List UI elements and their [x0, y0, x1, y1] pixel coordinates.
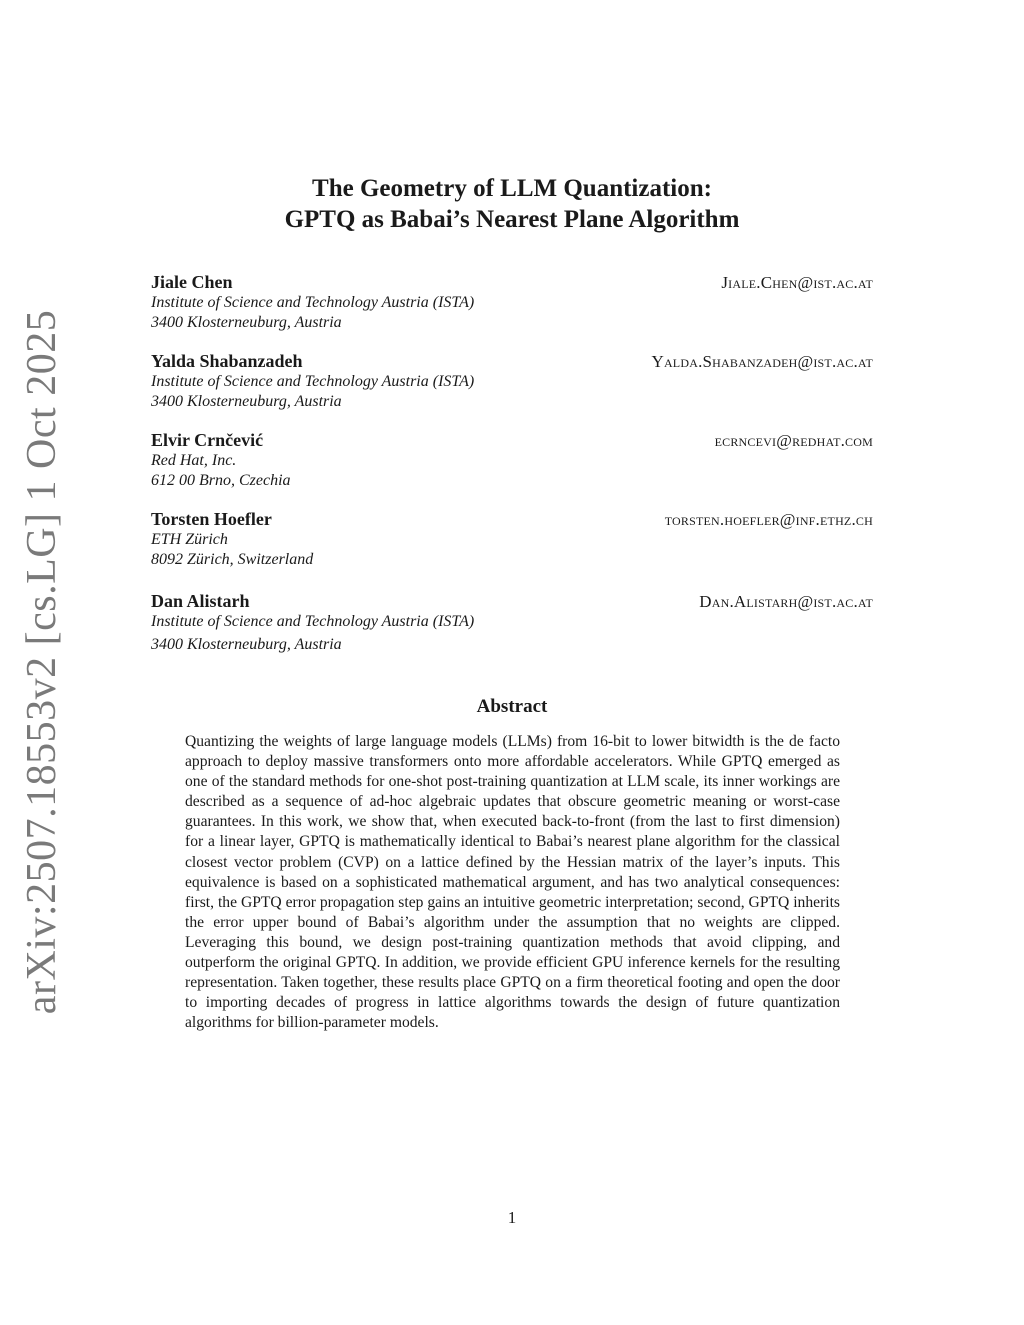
author-name: Elvir Crnčević	[151, 430, 264, 450]
author-affiliation: ETH Zürich	[151, 531, 228, 548]
author-email[interactable]: Dan.Alistarh@ist.ac.at	[699, 592, 873, 611]
author-email[interactable]: torsten.hoefler@inf.ethz.ch	[664, 510, 873, 529]
author-block	[151, 350, 873, 412]
paper-title-line-2: GPTQ as Babai’s Nearest Plane Algorithm	[284, 206, 740, 233]
paper-title	[0, 173, 1024, 235]
author-block	[151, 271, 873, 333]
author-block	[151, 508, 873, 570]
author-name: Dan Alistarh	[151, 591, 250, 611]
abstract-heading: Abstract	[476, 696, 548, 717]
paper-title-line-1: The Geometry of LLM Quantization:	[312, 175, 712, 202]
arxiv-identifier-stamp: arXiv:2507.18553v2 [cs.LG] 1 Oct 2025	[19, 309, 65, 1015]
author-name: Yalda Shabanzadeh	[151, 351, 303, 371]
author-affiliation: Institute of Science and Technology Austria (ISTA)	[151, 294, 475, 311]
author-affiliation: Red Hat, Inc.	[151, 452, 237, 469]
author-name: Torsten Hoefler	[151, 509, 272, 529]
author-address: 612 00 Brno, Czechia	[151, 472, 291, 489]
author-address: 3400 Klosterneuburg, Austria	[151, 636, 342, 653]
author-affiliation: Institute of Science and Technology Austria (ISTA)	[151, 373, 475, 390]
abstract-text: Quantizing the weights of large language models (LLMs) from 16-bit to lower bitwidth is the de facto approach to deploy massive transformers onto more affordable accelerators. While GPTQ emerged as one of the standard methods for one-shot post-training quantization at LLM scale, its inner workings are described as a sequence of ad-hoc algebraic updates that obscure geometric meaning or worst-case guarantees. In this work, we show that, when executed back-to-front (from the last to first dimension) for a linear layer, GPTQ is mathematically identical to Babai’s nearest plane algorithm for the classical closest vector problem (CVP) on a lattice defined by the Hessian matrix of the layer’s inputs. This equivalence is based on a sophisticated mathematical argument, and has two analytical consequences: first, the GPTQ error propagation step gains an intuitive geometric interpretation; second, GPTQ inherits the error upper bound of Babai’s algorithm under the assumption that no weights are clipped. Leveraging this bound, we design post-training quantization methods that avoid clipping, and outperform the original GPTQ. In addition, we provide efficient GPU inference kernels for the resulting representation. Taken together, these results place GPTQ on a firm theoretical footing and open the door to importing decades of progress in lattice algorithms towards the design of future quantization algorithms for billion-parameter models.	[185, 733, 840, 1032]
author-block	[151, 590, 873, 655]
author-block	[151, 429, 873, 491]
author-email[interactable]: Yalda.Shabanzadeh@ist.ac.at	[651, 352, 873, 371]
author-address: 3400 Klosterneuburg, Austria	[151, 314, 342, 331]
author-email[interactable]: ecrncevi@redhat.com	[714, 431, 873, 450]
author-email[interactable]: Jiale.Chen@ist.ac.at	[721, 273, 873, 292]
author-name: Jiale Chen	[151, 272, 233, 292]
author-address: 8092 Zürich, Switzerland	[151, 551, 314, 568]
page-number: 1	[507, 1208, 517, 1227]
author-affiliation: Institute of Science and Technology Austria (ISTA)	[151, 613, 475, 630]
author-address: 3400 Klosterneuburg, Austria	[151, 393, 342, 410]
